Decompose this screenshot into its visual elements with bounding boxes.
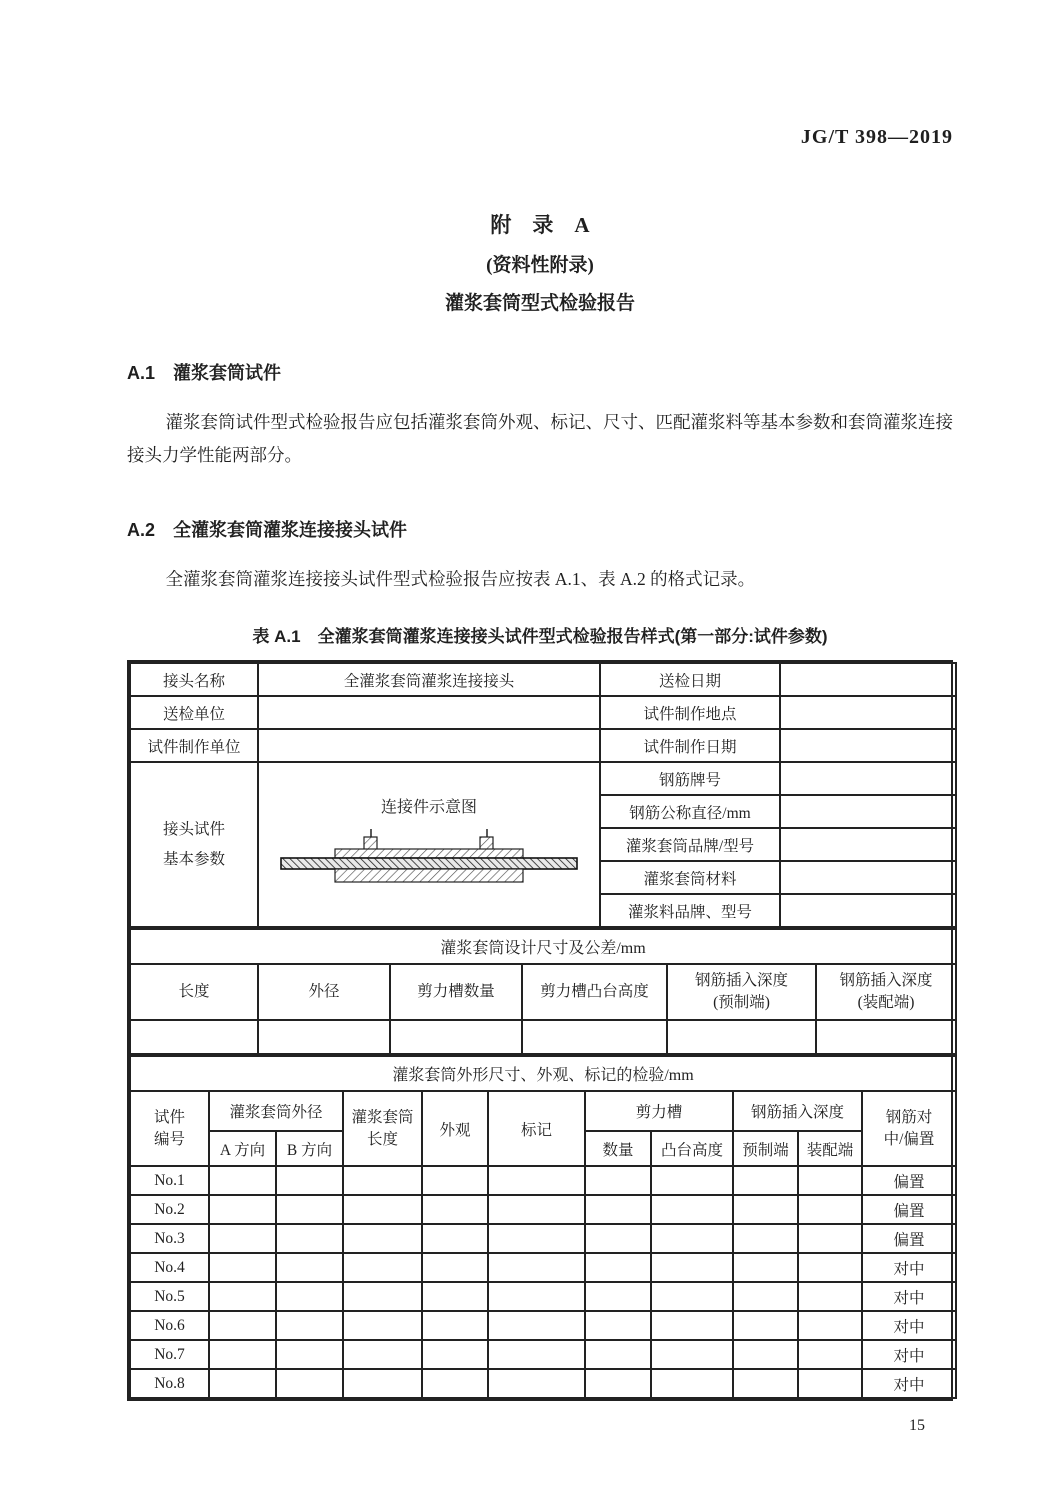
empty-cell xyxy=(343,1311,422,1340)
table-row xyxy=(130,1020,956,1054)
empty-cell xyxy=(488,1224,585,1253)
empty-cell xyxy=(488,1166,585,1195)
empty-cell xyxy=(422,1195,488,1224)
empty-cell xyxy=(798,1195,862,1224)
diagram-label: 连接件示意图 xyxy=(380,798,477,816)
empty-cell xyxy=(209,1340,276,1369)
table-row xyxy=(130,1224,956,1253)
alignment-value: 对中 xyxy=(862,1253,956,1282)
connector-diagram xyxy=(279,827,579,891)
alignment-value: 对中 xyxy=(862,1340,956,1369)
table-row xyxy=(130,1166,956,1195)
group-insert-depth: 钢筋插入深度 xyxy=(733,1091,862,1131)
empty-cell xyxy=(422,1369,488,1398)
basic-params-label: 接头试件 基本参数 xyxy=(130,762,258,927)
empty-cell xyxy=(585,1340,651,1369)
value-joint-name: 全灌浆套筒灌浆连接接头 xyxy=(258,663,600,696)
appendix-note: (资料性附录) xyxy=(486,255,594,276)
label-sleeve-brand: 灌浆套筒品牌/型号 xyxy=(600,828,780,861)
col-marking: 标记 xyxy=(488,1091,585,1166)
value-submitting-unit xyxy=(258,696,600,729)
heading-a2: A.2 全灌浆套筒灌浆连接接头试件 xyxy=(127,520,408,540)
empty-cell xyxy=(798,1166,862,1195)
col-qty: 数量 xyxy=(585,1131,651,1166)
connector-diagram-cell xyxy=(258,762,600,927)
empty-cell xyxy=(343,1340,422,1369)
empty-cell xyxy=(209,1195,276,1224)
empty-cell xyxy=(585,1195,651,1224)
inspection-table xyxy=(129,1055,957,1399)
table-row xyxy=(130,964,956,1020)
col-boss-height: 凸台高度 xyxy=(651,1131,733,1166)
specimen-no: No.1 xyxy=(130,1166,209,1195)
col-alignment: 钢筋对 中/偏置 xyxy=(862,1091,956,1166)
empty-cell xyxy=(798,1340,862,1369)
empty-cell xyxy=(343,1224,422,1253)
col-shear-groove-qty: 剪力槽数量 xyxy=(390,964,522,1020)
label-submitting-unit: 送检单位 xyxy=(130,696,258,729)
empty-cell xyxy=(276,1166,343,1195)
empty-cell xyxy=(522,1020,667,1054)
alignment-value: 偏置 xyxy=(862,1166,956,1195)
empty-cell xyxy=(130,1020,258,1054)
empty-cell xyxy=(651,1340,733,1369)
page-number: 15 xyxy=(909,1417,925,1434)
empty-cell xyxy=(390,1020,522,1054)
group-shear-groove: 剪力槽 xyxy=(585,1091,733,1131)
label-joint-name: 接头名称 xyxy=(130,663,258,696)
empty-cell xyxy=(343,1166,422,1195)
value-sleeve-brand xyxy=(780,828,956,861)
empty-cell xyxy=(651,1224,733,1253)
empty-cell xyxy=(651,1282,733,1311)
specimen-no: No.2 xyxy=(130,1195,209,1224)
col-insert-depth-precast: 钢筋插入深度 (预制端) xyxy=(667,964,816,1020)
empty-cell xyxy=(209,1369,276,1398)
design-dims-title: 灌浆套筒设计尺寸及公差/mm xyxy=(130,929,956,964)
empty-cell xyxy=(422,1340,488,1369)
alignment-value: 偏置 xyxy=(862,1195,956,1224)
empty-cell xyxy=(276,1282,343,1311)
empty-cell xyxy=(488,1253,585,1282)
specimen-no: No.7 xyxy=(130,1340,209,1369)
empty-cell xyxy=(816,1020,956,1054)
col-insert-depth-assembly: 钢筋插入深度 (装配端) xyxy=(816,964,956,1020)
empty-cell xyxy=(209,1224,276,1253)
empty-cell xyxy=(667,1020,816,1054)
empty-cell xyxy=(488,1369,585,1398)
col-sleeve-length: 灌浆套筒 长度 xyxy=(343,1091,422,1166)
table-row xyxy=(130,762,956,795)
empty-cell xyxy=(733,1166,798,1195)
title-block xyxy=(127,209,953,315)
empty-cell xyxy=(733,1224,798,1253)
empty-cell xyxy=(733,1311,798,1340)
empty-cell xyxy=(488,1195,585,1224)
table-row xyxy=(130,1369,956,1398)
label-submission-date: 送检日期 xyxy=(600,663,780,696)
table-row xyxy=(130,729,956,762)
table-row xyxy=(130,1195,956,1224)
empty-cell xyxy=(258,1020,390,1054)
col-appearance: 外观 xyxy=(422,1091,488,1166)
table-row xyxy=(130,1311,956,1340)
table-row xyxy=(130,1056,956,1091)
label-rebar-diameter: 钢筋公称直径/mm xyxy=(600,795,780,828)
empty-cell xyxy=(733,1340,798,1369)
empty-cell xyxy=(422,1166,488,1195)
table-row xyxy=(130,929,956,964)
empty-cell xyxy=(733,1282,798,1311)
table-caption: 表 A.1 全灌浆套筒灌浆连接接头试件型式检验报告样式(第一部分:试件参数) xyxy=(252,627,828,646)
empty-cell xyxy=(276,1340,343,1369)
value-specimen-maker xyxy=(258,729,600,762)
empty-cell xyxy=(343,1369,422,1398)
standard-code: JG/T 398—2019 xyxy=(800,126,953,148)
value-rebar-diameter xyxy=(780,795,956,828)
appendix-title: 灌浆套筒型式检验报告 xyxy=(444,293,635,314)
value-sleeve-material xyxy=(780,861,956,894)
value-specimen-date xyxy=(780,729,956,762)
empty-cell xyxy=(209,1166,276,1195)
col-boss-height: 剪力槽凸台高度 xyxy=(522,964,667,1020)
empty-cell xyxy=(488,1340,585,1369)
label-specimen-maker: 试件制作单位 xyxy=(130,729,258,762)
empty-cell xyxy=(343,1253,422,1282)
value-submission-date xyxy=(780,663,956,696)
empty-cell xyxy=(733,1195,798,1224)
alignment-value: 对中 xyxy=(862,1282,956,1311)
empty-cell xyxy=(798,1282,862,1311)
specimen-no: No.3 xyxy=(130,1224,209,1253)
empty-cell xyxy=(585,1224,651,1253)
paragraph-a2: 全灌浆套筒灌浆连接接头试件型式检验报告应按表 A.1、表 A.2 的格式记录。 xyxy=(165,569,756,589)
value-specimen-place xyxy=(780,696,956,729)
specimen-no: No.6 xyxy=(130,1311,209,1340)
label-rebar-grade: 钢筋牌号 xyxy=(600,762,780,795)
empty-cell xyxy=(488,1311,585,1340)
empty-cell xyxy=(798,1311,862,1340)
empty-cell xyxy=(276,1224,343,1253)
empty-cell xyxy=(798,1369,862,1398)
specimen-no: No.8 xyxy=(130,1369,209,1398)
heading-a1: A.1 灌浆套筒试件 xyxy=(127,363,282,383)
table-row xyxy=(130,696,956,729)
table-row xyxy=(130,1091,956,1131)
design-dims-table xyxy=(129,928,957,1055)
empty-cell xyxy=(651,1369,733,1398)
label-sleeve-material: 灌浆套筒材料 xyxy=(600,861,780,894)
inspection-title: 灌浆套筒外形尺寸、外观、标记的检验/mm xyxy=(130,1056,956,1091)
alignment-value: 对中 xyxy=(862,1369,956,1398)
empty-cell xyxy=(585,1253,651,1282)
info-params-table xyxy=(129,662,957,928)
empty-cell xyxy=(422,1311,488,1340)
table-row xyxy=(130,1340,956,1369)
empty-cell xyxy=(209,1282,276,1311)
label-specimen-date: 试件制作日期 xyxy=(600,729,780,762)
empty-cell xyxy=(276,1369,343,1398)
table-row xyxy=(130,663,956,696)
paragraph-a1: 灌浆套筒试件型式检验报告应包括灌浆套筒外观、标记、尺寸、匹配灌浆料等基本参数和套筒灌浆连接接头力学性能两部分。 xyxy=(127,412,953,465)
empty-cell xyxy=(798,1253,862,1282)
empty-cell xyxy=(585,1369,651,1398)
table-row xyxy=(130,1253,956,1282)
specimen-no: No.5 xyxy=(130,1282,209,1311)
empty-cell xyxy=(651,1166,733,1195)
group-outer-diameter: 灌浆套筒外径 xyxy=(209,1091,343,1131)
alignment-value: 偏置 xyxy=(862,1224,956,1253)
appendix-label: 附 录 A xyxy=(490,213,590,237)
col-precast-end: 预制端 xyxy=(733,1131,798,1166)
empty-cell xyxy=(276,1253,343,1282)
empty-cell xyxy=(585,1282,651,1311)
empty-cell xyxy=(798,1224,862,1253)
empty-cell xyxy=(343,1282,422,1311)
label-specimen-place: 试件制作地点 xyxy=(600,696,780,729)
col-outer-diameter: 外径 xyxy=(258,964,390,1020)
value-grout-brand xyxy=(780,894,956,927)
empty-cell xyxy=(276,1195,343,1224)
empty-cell xyxy=(585,1311,651,1340)
empty-cell xyxy=(651,1311,733,1340)
col-direction-a: A 方向 xyxy=(209,1131,276,1166)
label-grout-brand: 灌浆料品牌、型号 xyxy=(600,894,780,927)
table-a1 xyxy=(127,660,953,1401)
empty-cell xyxy=(422,1224,488,1253)
empty-cell xyxy=(209,1311,276,1340)
empty-cell xyxy=(422,1253,488,1282)
col-length: 长度 xyxy=(130,964,258,1020)
empty-cell xyxy=(733,1253,798,1282)
page-content xyxy=(127,0,953,1435)
empty-cell xyxy=(343,1195,422,1224)
empty-cell xyxy=(488,1282,585,1311)
empty-cell xyxy=(276,1311,343,1340)
col-specimen-no: 试件 编号 xyxy=(130,1091,209,1166)
value-rebar-grade xyxy=(780,762,956,795)
empty-cell xyxy=(422,1282,488,1311)
col-assembly-end: 装配端 xyxy=(798,1131,862,1166)
col-direction-b: B 方向 xyxy=(276,1131,343,1166)
empty-cell xyxy=(585,1166,651,1195)
empty-cell xyxy=(651,1195,733,1224)
empty-cell xyxy=(733,1369,798,1398)
specimen-no: No.4 xyxy=(130,1253,209,1282)
alignment-value: 对中 xyxy=(862,1311,956,1340)
empty-cell xyxy=(209,1253,276,1282)
table-row xyxy=(130,1282,956,1311)
empty-cell xyxy=(651,1253,733,1282)
